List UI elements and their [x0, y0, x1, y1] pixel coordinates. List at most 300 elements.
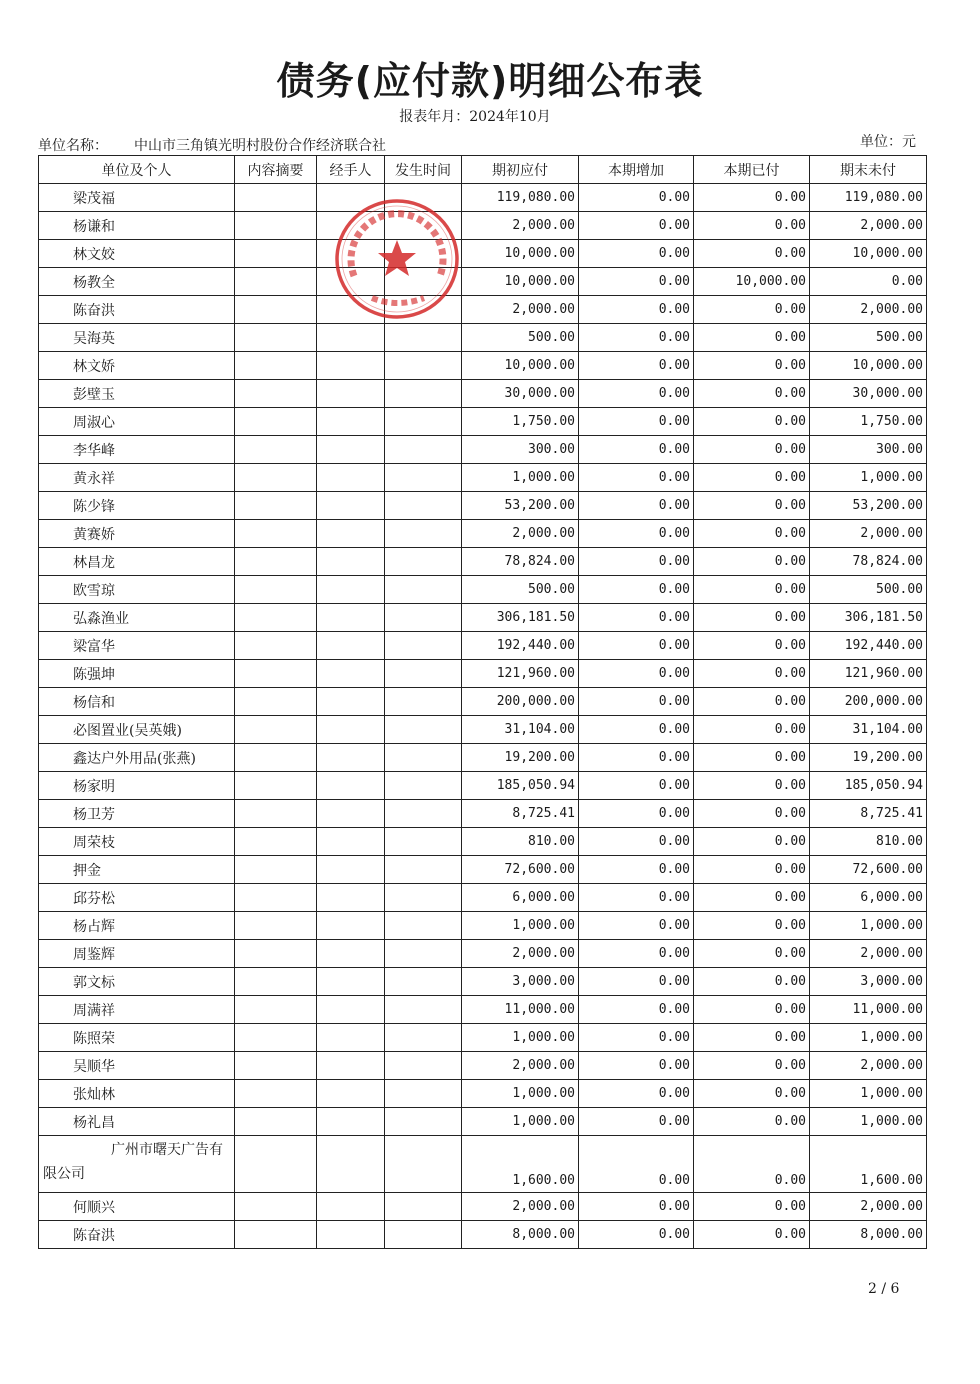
opening-payable-cell: 10,000.00: [462, 240, 579, 268]
payee-name-cell: 陈照荣: [39, 1024, 235, 1052]
handler-cell: [317, 884, 385, 912]
handler-cell: [317, 772, 385, 800]
payee-name-cell: 陈少锋: [39, 492, 235, 520]
table-row: [39, 604, 927, 632]
increase-cell: 0.00: [579, 240, 694, 268]
handler-cell: [317, 324, 385, 352]
opening-payable-cell: 3,000.00: [462, 968, 579, 996]
increase-cell: 0.00: [579, 436, 694, 464]
handler-cell: [317, 940, 385, 968]
table-row: [39, 380, 927, 408]
header-cell: 经手人: [317, 156, 385, 184]
closing-unpaid-cell: 1,600.00: [810, 1136, 927, 1193]
summary-cell: [235, 996, 317, 1024]
handler-cell: [317, 1052, 385, 1080]
increase-cell: 0.00: [579, 1136, 694, 1193]
opening-payable-cell: 8,725.41: [462, 800, 579, 828]
time-cell: [385, 408, 462, 436]
payee-name-cell: 周荣枝: [39, 828, 235, 856]
increase-cell: 0.00: [579, 1052, 694, 1080]
table-row: [39, 212, 927, 240]
table-row: [39, 268, 927, 296]
closing-unpaid-cell: 1,750.00: [810, 408, 927, 436]
table-row: [39, 520, 927, 548]
opening-payable-cell: 30,000.00: [462, 380, 579, 408]
paid-cell: 0.00: [694, 716, 810, 744]
closing-unpaid-cell: 121,960.00: [810, 660, 927, 688]
paid-cell: 0.00: [694, 744, 810, 772]
closing-unpaid-cell: 1,000.00: [810, 1080, 927, 1108]
payee-name-cell: 李华峰: [39, 436, 235, 464]
closing-unpaid-cell: 1,000.00: [810, 464, 927, 492]
increase-cell: 0.00: [579, 1108, 694, 1136]
increase-cell: 0.00: [579, 884, 694, 912]
opening-payable-cell: 192,440.00: [462, 632, 579, 660]
handler-cell: [317, 604, 385, 632]
time-cell: [385, 1193, 462, 1221]
closing-unpaid-cell: 78,824.00: [810, 548, 927, 576]
paid-cell: 0.00: [694, 212, 810, 240]
table-row: [39, 1221, 927, 1249]
closing-unpaid-cell: 8,000.00: [810, 1221, 927, 1249]
table-row: [39, 800, 927, 828]
increase-cell: 0.00: [579, 744, 694, 772]
opening-payable-cell: 2,000.00: [462, 1193, 579, 1221]
paid-cell: 0.00: [694, 1024, 810, 1052]
table-row: [39, 324, 927, 352]
increase-cell: 0.00: [579, 856, 694, 884]
table-row: [39, 492, 927, 520]
header-cell: 期初应付: [462, 156, 579, 184]
increase-cell: 0.00: [579, 268, 694, 296]
table-row: [39, 1136, 927, 1193]
closing-unpaid-cell: 2,000.00: [810, 1193, 927, 1221]
opening-payable-cell: 2,000.00: [462, 1052, 579, 1080]
payee-name-cell: 陈奋洪: [39, 1221, 235, 1249]
handler-cell: [317, 1221, 385, 1249]
handler-cell: [317, 408, 385, 436]
increase-cell: 0.00: [579, 548, 694, 576]
time-cell: [385, 856, 462, 884]
opening-payable-cell: 1,000.00: [462, 464, 579, 492]
time-cell: [385, 660, 462, 688]
opening-payable-cell: 200,000.00: [462, 688, 579, 716]
increase-cell: 0.00: [579, 1193, 694, 1221]
summary-cell: [235, 1136, 317, 1193]
table-row: [39, 184, 927, 212]
opening-payable-cell: 10,000.00: [462, 352, 579, 380]
paid-cell: 0.00: [694, 184, 810, 212]
table-row: [39, 548, 927, 576]
handler-cell: [317, 1193, 385, 1221]
increase-cell: 0.00: [579, 464, 694, 492]
table-row: [39, 968, 927, 996]
summary-cell: [235, 1108, 317, 1136]
table-row: [39, 660, 927, 688]
payee-name-cell: 杨家明: [39, 772, 235, 800]
opening-payable-cell: 500.00: [462, 324, 579, 352]
closing-unpaid-cell: 810.00: [810, 828, 927, 856]
summary-cell: [235, 464, 317, 492]
paid-cell: 0.00: [694, 576, 810, 604]
summary-cell: [235, 1024, 317, 1052]
increase-cell: 0.00: [579, 212, 694, 240]
paid-cell: 0.00: [694, 1193, 810, 1221]
time-cell: [385, 940, 462, 968]
table-row: [39, 1108, 927, 1136]
closing-unpaid-cell: 306,181.50: [810, 604, 927, 632]
summary-cell: [235, 688, 317, 716]
opening-payable-cell: 1,750.00: [462, 408, 579, 436]
handler-cell: [317, 800, 385, 828]
closing-unpaid-cell: 192,440.00: [810, 632, 927, 660]
opening-payable-cell: 2,000.00: [462, 296, 579, 324]
handler-cell: [317, 184, 385, 212]
handler-cell: [317, 1108, 385, 1136]
closing-unpaid-cell: 0.00: [810, 268, 927, 296]
table-row: [39, 436, 927, 464]
org-name: 中山市三角镇光明村股份合作经济联合社: [134, 138, 386, 154]
opening-payable-cell: 10,000.00: [462, 268, 579, 296]
table-body: [39, 184, 927, 1249]
summary-cell: [235, 856, 317, 884]
time-cell: [385, 604, 462, 632]
time-cell: [385, 268, 462, 296]
increase-cell: 0.00: [579, 1024, 694, 1052]
summary-cell: [235, 912, 317, 940]
paid-cell: 0.00: [694, 800, 810, 828]
paid-cell: 0.00: [694, 296, 810, 324]
payee-name-cell: 押金: [39, 856, 235, 884]
increase-cell: 0.00: [579, 968, 694, 996]
summary-cell: [235, 744, 317, 772]
closing-unpaid-cell: 2,000.00: [810, 940, 927, 968]
payee-name-cell: 何顺兴: [39, 1193, 235, 1221]
page-number: 2 / 6: [868, 1281, 900, 1297]
paid-cell: 0.00: [694, 492, 810, 520]
opening-payable-cell: 78,824.00: [462, 548, 579, 576]
handler-cell: [317, 212, 385, 240]
increase-cell: 0.00: [579, 940, 694, 968]
time-cell: [385, 912, 462, 940]
handler-cell: [317, 828, 385, 856]
paid-cell: 0.00: [694, 912, 810, 940]
summary-cell: [235, 436, 317, 464]
opening-payable-cell: 11,000.00: [462, 996, 579, 1024]
time-cell: [385, 772, 462, 800]
opening-payable-cell: 1,000.00: [462, 1108, 579, 1136]
handler-cell: [317, 268, 385, 296]
handler-cell: [317, 464, 385, 492]
handler-cell: [317, 576, 385, 604]
handler-cell: [317, 996, 385, 1024]
closing-unpaid-cell: 200,000.00: [810, 688, 927, 716]
payee-name-cell: 陈奋洪: [39, 296, 235, 324]
header-cell: 期末未付: [810, 156, 927, 184]
increase-cell: 0.00: [579, 716, 694, 744]
opening-payable-cell: 1,000.00: [462, 1080, 579, 1108]
time-cell: [385, 1080, 462, 1108]
closing-unpaid-cell: 2,000.00: [810, 212, 927, 240]
table-row: [39, 296, 927, 324]
table-row: [39, 632, 927, 660]
paid-cell: 0.00: [694, 436, 810, 464]
increase-cell: 0.00: [579, 660, 694, 688]
closing-unpaid-cell: 185,050.94: [810, 772, 927, 800]
payee-name-cell: [39, 1136, 235, 1193]
table-row: [39, 576, 927, 604]
handler-cell: [317, 912, 385, 940]
increase-cell: 0.00: [579, 324, 694, 352]
increase-cell: 0.00: [579, 996, 694, 1024]
table-row: [39, 352, 927, 380]
increase-cell: 0.00: [579, 772, 694, 800]
paid-cell: 0.00: [694, 1136, 810, 1193]
closing-unpaid-cell: 11,000.00: [810, 996, 927, 1024]
payee-name-cell: 吴顺华: [39, 1052, 235, 1080]
closing-unpaid-cell: 3,000.00: [810, 968, 927, 996]
summary-cell: [235, 1052, 317, 1080]
closing-unpaid-cell: 2,000.00: [810, 1052, 927, 1080]
table-row: [39, 884, 927, 912]
handler-cell: [317, 296, 385, 324]
time-cell: [385, 464, 462, 492]
increase-cell: 0.00: [579, 604, 694, 632]
handler-cell: [317, 240, 385, 268]
opening-payable-cell: 8,000.00: [462, 1221, 579, 1249]
time-cell: [385, 1024, 462, 1052]
summary-cell: [235, 1221, 317, 1249]
meta-row: [38, 133, 916, 155]
time-cell: [385, 632, 462, 660]
paid-cell: 0.00: [694, 408, 810, 436]
time-cell: [385, 548, 462, 576]
increase-cell: 0.00: [579, 352, 694, 380]
paid-cell: 0.00: [694, 828, 810, 856]
paid-cell: 0.00: [694, 1221, 810, 1249]
summary-cell: [235, 632, 317, 660]
paid-cell: 0.00: [694, 940, 810, 968]
handler-cell: [317, 968, 385, 996]
closing-unpaid-cell: 6,000.00: [810, 884, 927, 912]
payee-name-cell: 弘淼渔业: [39, 604, 235, 632]
increase-cell: 0.00: [579, 520, 694, 548]
summary-cell: [235, 660, 317, 688]
table-row: [39, 1052, 927, 1080]
paid-cell: 0.00: [694, 772, 810, 800]
handler-cell: [317, 520, 385, 548]
increase-cell: 0.00: [579, 1221, 694, 1249]
paid-cell: 0.00: [694, 324, 810, 352]
opening-payable-cell: 2,000.00: [462, 520, 579, 548]
handler-cell: [317, 632, 385, 660]
payee-name-cell: 张灿林: [39, 1080, 235, 1108]
time-cell: [385, 1052, 462, 1080]
paid-cell: 0.00: [694, 352, 810, 380]
paid-cell: 0.00: [694, 1108, 810, 1136]
table-row: [39, 1193, 927, 1221]
org-label: 单位名称：: [38, 138, 108, 154]
increase-cell: 0.00: [579, 296, 694, 324]
payee-name-cell: 吴海英: [39, 324, 235, 352]
opening-payable-cell: 2,000.00: [462, 212, 579, 240]
summary-cell: [235, 520, 317, 548]
paid-cell: 0.00: [694, 1080, 810, 1108]
handler-cell: [317, 688, 385, 716]
summary-cell: [235, 828, 317, 856]
increase-cell: 0.00: [579, 688, 694, 716]
paid-cell: 0.00: [694, 548, 810, 576]
payee-name-cell: 黄永祥: [39, 464, 235, 492]
summary-cell: [235, 940, 317, 968]
payee-name-cell: 林文娇: [39, 352, 235, 380]
payee-name-cell: 杨占辉: [39, 912, 235, 940]
payee-name-cell: 邱芬松: [39, 884, 235, 912]
closing-unpaid-cell: 1,000.00: [810, 912, 927, 940]
handler-cell: [317, 380, 385, 408]
handler-cell: [317, 436, 385, 464]
summary-cell: [235, 268, 317, 296]
time-cell: [385, 324, 462, 352]
opening-payable-cell: 6,000.00: [462, 884, 579, 912]
opening-payable-cell: 1,000.00: [462, 1024, 579, 1052]
time-cell: [385, 212, 462, 240]
increase-cell: 0.00: [579, 1080, 694, 1108]
closing-unpaid-cell: 10,000.00: [810, 240, 927, 268]
summary-cell: [235, 576, 317, 604]
closing-unpaid-cell: 30,000.00: [810, 380, 927, 408]
paid-cell: 0.00: [694, 464, 810, 492]
handler-cell: [317, 548, 385, 576]
time-cell: [385, 968, 462, 996]
table-row: [39, 996, 927, 1024]
table-row: [39, 716, 927, 744]
payee-name-cell: 必图置业(吴英娥): [39, 716, 235, 744]
opening-payable-cell: 300.00: [462, 436, 579, 464]
closing-unpaid-cell: 1,000.00: [810, 1108, 927, 1136]
summary-cell: [235, 352, 317, 380]
time-cell: [385, 184, 462, 212]
summary-cell: [235, 772, 317, 800]
increase-cell: 0.00: [579, 184, 694, 212]
opening-payable-cell: 1,000.00: [462, 912, 579, 940]
opening-payable-cell: 31,104.00: [462, 716, 579, 744]
header-cell: 本期增加: [579, 156, 694, 184]
closing-unpaid-cell: 300.00: [810, 436, 927, 464]
table-row: [39, 1080, 927, 1108]
time-cell: [385, 576, 462, 604]
payee-name-cell: 杨信和: [39, 688, 235, 716]
table-row: [39, 856, 927, 884]
closing-unpaid-cell: 1,000.00: [810, 1024, 927, 1052]
payee-name-cell: 杨教全: [39, 268, 235, 296]
opening-payable-cell: 1,600.00: [462, 1136, 579, 1193]
time-cell: [385, 688, 462, 716]
time-cell: [385, 884, 462, 912]
time-cell: [385, 1108, 462, 1136]
closing-unpaid-cell: 53,200.00: [810, 492, 927, 520]
handler-cell: [317, 352, 385, 380]
payee-name-cell: 林昌龙: [39, 548, 235, 576]
closing-unpaid-cell: 2,000.00: [810, 296, 927, 324]
paid-cell: 0.00: [694, 968, 810, 996]
time-cell: [385, 296, 462, 324]
summary-cell: [235, 1080, 317, 1108]
opening-payable-cell: 2,000.00: [462, 940, 579, 968]
summary-cell: [235, 716, 317, 744]
debt-detail-table: [38, 155, 927, 1249]
handler-cell: [317, 716, 385, 744]
closing-unpaid-cell: 119,080.00: [810, 184, 927, 212]
opening-payable-cell: 72,600.00: [462, 856, 579, 884]
paid-cell: 0.00: [694, 380, 810, 408]
time-cell: [385, 716, 462, 744]
summary-cell: [235, 1193, 317, 1221]
unit-label: 单位：元: [860, 134, 916, 150]
header-cell: 发生时间: [385, 156, 462, 184]
opening-payable-cell: 119,080.00: [462, 184, 579, 212]
increase-cell: 0.00: [579, 408, 694, 436]
closing-unpaid-cell: 31,104.00: [810, 716, 927, 744]
opening-payable-cell: 306,181.50: [462, 604, 579, 632]
paid-cell: 0.00: [694, 520, 810, 548]
summary-cell: [235, 296, 317, 324]
payee-name-cell: 郭文标: [39, 968, 235, 996]
paid-cell: 0.00: [694, 604, 810, 632]
increase-cell: 0.00: [579, 380, 694, 408]
header-cell: 内容摘要: [235, 156, 317, 184]
opening-payable-cell: 121,960.00: [462, 660, 579, 688]
time-cell: [385, 380, 462, 408]
payee-name-cell: 梁茂福: [39, 184, 235, 212]
closing-unpaid-cell: 19,200.00: [810, 744, 927, 772]
payee-name-cell: 林文姣: [39, 240, 235, 268]
summary-cell: [235, 380, 317, 408]
time-cell: [385, 744, 462, 772]
table-row: [39, 828, 927, 856]
page-title: 债务(应付款)明细公布表: [276, 59, 704, 103]
table-row: [39, 1024, 927, 1052]
paid-cell: 0.00: [694, 688, 810, 716]
payee-name-cell: 周满祥: [39, 996, 235, 1024]
table-row: [39, 940, 927, 968]
paid-cell: 0.00: [694, 1052, 810, 1080]
payee-name-text: 广州市曙天广告有限公司: [43, 1142, 223, 1182]
handler-cell: [317, 856, 385, 884]
payee-name-cell: 欧雪琼: [39, 576, 235, 604]
summary-cell: [235, 492, 317, 520]
table-row: [39, 772, 927, 800]
summary-cell: [235, 604, 317, 632]
report-month: 报表年月：2024年10月: [399, 109, 551, 125]
payee-name-cell: 杨礼昌: [39, 1108, 235, 1136]
handler-cell: [317, 744, 385, 772]
payee-name-cell: 黄赛娇: [39, 520, 235, 548]
time-cell: [385, 1136, 462, 1193]
opening-payable-cell: 53,200.00: [462, 492, 579, 520]
table-row: [39, 912, 927, 940]
summary-cell: [235, 800, 317, 828]
table-row: [39, 464, 927, 492]
paid-cell: 0.00: [694, 632, 810, 660]
closing-unpaid-cell: 72,600.00: [810, 856, 927, 884]
header-cell: 本期已付: [694, 156, 810, 184]
summary-cell: [235, 968, 317, 996]
time-cell: [385, 1221, 462, 1249]
payee-name-cell: 周鉴辉: [39, 940, 235, 968]
table-row: [39, 688, 927, 716]
summary-cell: [235, 324, 317, 352]
